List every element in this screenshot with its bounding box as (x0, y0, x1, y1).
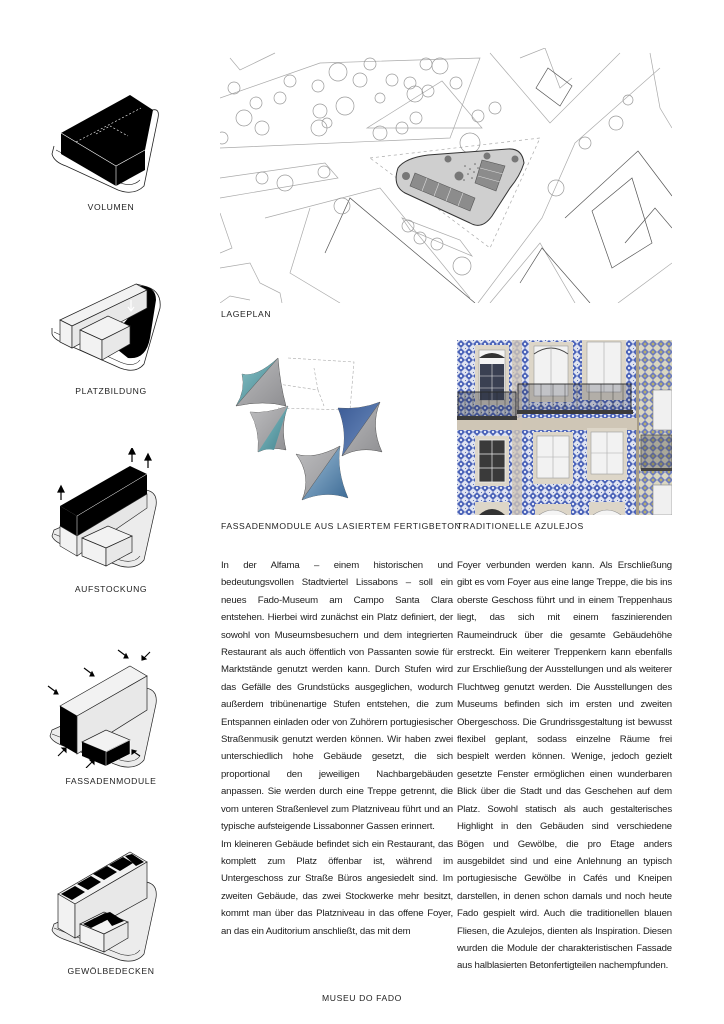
azulejos-caption: TRADITIONELLE AZULEJOS (457, 521, 584, 531)
siteplan-caption: LAGEPLAN (221, 309, 272, 319)
diagram-label-gewoelbedecken: GEWÖLBEDECKEN (67, 966, 155, 976)
body-text-left-column (221, 557, 453, 940)
diagram-label-aufstockung: AUFSTOCKUNG (74, 584, 148, 594)
body-text-right-column (457, 557, 672, 975)
paragraph-buildings: Im kleineren Gebäude befindet sich ein Restaurant, das komplett zum Platz öffenbar ist, während im Untergeschoss zur Straße Büros angesiedelt sind. Im zweiten Gebäude, das zwei Stockwerke mehr besitzt, kommt man über das Platzniveau in das offene Foyer, an das ein Auditorium anschließt, das mit dem (221, 838, 453, 937)
gewoelbedecken-diagram (48, 838, 168, 963)
paragraph-circulation: Foyer verbunden werden kann. Als Erschließung gibt es vom Foyer aus eine lange Treppe, die bis ins oberste Geschoss führt und in einem Treppenhaus liegt, das sich mit einem faszinierenden Raumeindruck über die gesamte Gebäudehöhe erstreckt. Ein weiterer Treppenkern kann ebenfalls zur Erschließung der Ausstellungen und als weiterer Fluchtweg genutzt werden. Die Ausstellungen des Museums befinden sich im ersten und zweiten Obergeschoss. Die Grundrissgestaltung ist bewusst flexibel geplant, sodass einzelne Räume frei bespielt werden können. Wenige, jedoch gezielt gesetzte Fenster ermöglichen einen wunderbaren Blick über die Stadt und das Geschehen auf dem Platz. Sowohl statisch als auch gestalterisches Highlight in den Gebäuden sind verschiedene Bögen und Gewölbe, die pro Etage anders ausgebildet sind und eine Anlehnung an typisch portugiesische Gewölbe in Cafés und Kneipen darstellen, in denen schon damals und noch heute Fado gespielt wird. Auch die traditionellen blauen Fliesen, die Azulejos, dienten als Inspiration. Diesen wurden die Module der charakteristischen Fassade aus halblasierten Betonfertigteilen nachempfunden. (457, 560, 672, 972)
azulejos-photo (457, 340, 672, 515)
paragraph-intro: In der Alfama – einem historischen und bedeutungsvollen Stadtviertel Lissabons – soll ein neues Fado-Museum am Campo Santa Clara entstehen. Hierbei wird zunächst ein Platz definiert, der sowohl von Museumsbesuchern und dem integrierten Restaurant als auch öffentlich von Passanten sowie für Marktstände genutzt werden kann. Durch Stufen wird das Gefälle des Grundstücks ausgeglichen, wodurch außerdem tribünenartige Stufen entstehen, die zum Entspannen einladen oder von Zuhörern portugiesischer Straßenmusik genutzt werden können. Wir haben zwei unterschiedlich hohe Gebäude gesetzt, die sich proportional den jeweiligen Nachbargebäuden anpassen. Sie werden durch eine Treppe getrennt, die vom unteren Straßenlevel zum Platzniveau führt und an typische aufsteigende Lissabonner Gassen erinnert. (221, 560, 453, 833)
fassadenmodule-diagram (44, 638, 168, 768)
facade-modules-caption: FASSADENMODULE AUS LASIERTEM FERTIGBETON (221, 521, 462, 531)
facade-modules-illustration (230, 350, 430, 510)
siteplan-drawing (220, 48, 672, 303)
volumen-diagram (48, 88, 168, 198)
diagram-label-volumen: VOLUMEN (87, 202, 135, 212)
page-footer-title: MUSEU DO FADO (322, 993, 402, 1003)
siteplan-figure (220, 48, 672, 303)
platzbildung-diagram (48, 278, 168, 378)
aufstockung-diagram (48, 448, 168, 568)
diagram-label-platzbildung: PLATZBILDUNG (75, 386, 147, 396)
diagram-label-fassadenmodule: FASSADENMODULE (65, 776, 157, 786)
